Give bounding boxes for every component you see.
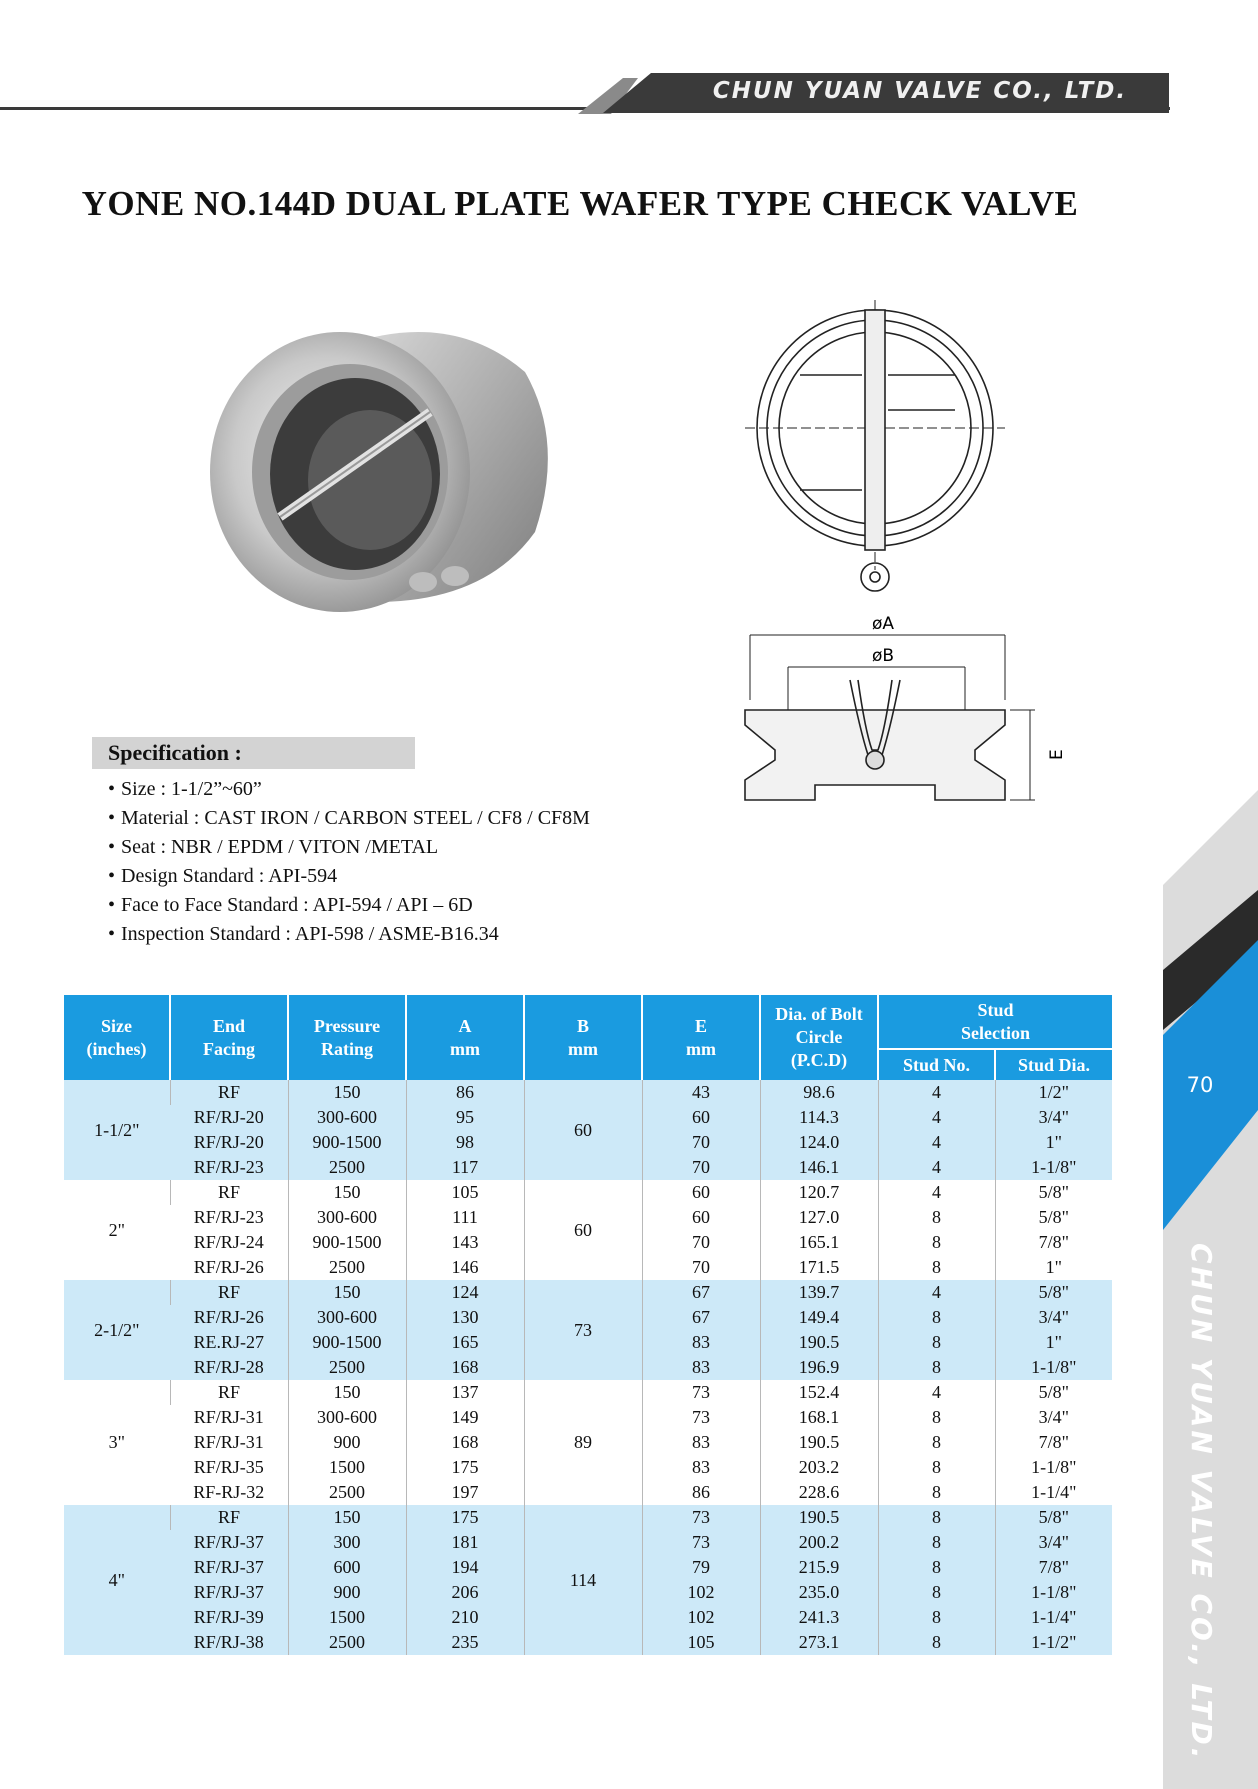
cell-stud-dia: 1" bbox=[995, 1130, 1112, 1155]
cell-stud-dia: 1" bbox=[995, 1255, 1112, 1280]
cell-e: 60 bbox=[642, 1180, 760, 1205]
cell-e: 83 bbox=[642, 1430, 760, 1455]
cell-end-facing: RF/RJ-26 bbox=[170, 1305, 288, 1330]
cell-stud-dia: 3/4" bbox=[995, 1405, 1112, 1430]
cell-pressure: 300 bbox=[288, 1530, 406, 1555]
cell-stud-no: 8 bbox=[878, 1480, 995, 1505]
cell-pcd: 196.9 bbox=[760, 1355, 878, 1380]
cell-pressure: 2500 bbox=[288, 1155, 406, 1180]
cell-stud-dia: 7/8" bbox=[995, 1230, 1112, 1255]
cell-a: 175 bbox=[406, 1505, 524, 1530]
cell-stud-no: 8 bbox=[878, 1355, 995, 1380]
cell-end-facing: RF/RJ-28 bbox=[170, 1355, 288, 1380]
cell-a: 197 bbox=[406, 1480, 524, 1505]
table-header bbox=[64, 995, 1112, 1080]
cell-end-facing: RF/RJ-20 bbox=[170, 1105, 288, 1130]
cell-e: 43 bbox=[642, 1080, 760, 1105]
spec-item: • Seat : NBR / EPDM / VITON /METAL bbox=[108, 833, 590, 862]
cell-pcd: 273.1 bbox=[760, 1630, 878, 1655]
cell-pressure: 900-1500 bbox=[288, 1330, 406, 1355]
table-row bbox=[64, 1380, 1112, 1405]
cell-stud-dia: 1/2" bbox=[995, 1080, 1112, 1105]
cell-end-facing: RF/RJ-20 bbox=[170, 1130, 288, 1155]
cell-pcd: 124.0 bbox=[760, 1130, 878, 1155]
cell-pressure: 900-1500 bbox=[288, 1230, 406, 1255]
cell-pressure: 150 bbox=[288, 1380, 406, 1405]
cell-stud-dia: 5/8" bbox=[995, 1205, 1112, 1230]
size-group bbox=[64, 1180, 1112, 1280]
cell-b: 89 bbox=[524, 1380, 642, 1505]
cell-e: 105 bbox=[642, 1630, 760, 1655]
col-b: B mm bbox=[524, 995, 642, 1080]
col-pcd: Dia. of Bolt Circle (P.C.D) bbox=[760, 995, 878, 1080]
dimension-a-label: øA bbox=[871, 614, 895, 634]
cell-stud-dia: 1-1/2" bbox=[995, 1630, 1112, 1655]
cell-stud-no: 8 bbox=[878, 1555, 995, 1580]
cell-stud-dia: 3/4" bbox=[995, 1530, 1112, 1555]
table-row bbox=[64, 1180, 1112, 1205]
cell-e: 73 bbox=[642, 1505, 760, 1530]
cell-stud-dia: 3/4" bbox=[995, 1305, 1112, 1330]
cell-a: 210 bbox=[406, 1605, 524, 1630]
cell-pressure: 2500 bbox=[288, 1630, 406, 1655]
size-group bbox=[64, 1280, 1112, 1380]
cell-size: 3" bbox=[64, 1380, 170, 1505]
cell-e: 70 bbox=[642, 1255, 760, 1280]
table-row bbox=[64, 1280, 1112, 1305]
cell-a: 98 bbox=[406, 1130, 524, 1155]
cell-a: 146 bbox=[406, 1255, 524, 1280]
cell-stud-dia: 1-1/4" bbox=[995, 1605, 1112, 1630]
page-number: 70 bbox=[1186, 1073, 1214, 1097]
cell-pcd: 203.2 bbox=[760, 1455, 878, 1480]
cell-end-facing: RF/RJ-23 bbox=[170, 1155, 288, 1180]
dimension-b-label: øB bbox=[871, 646, 895, 666]
cell-pcd: 235.0 bbox=[760, 1580, 878, 1605]
spec-item: • Inspection Standard : API-598 / ASME-B16.34 bbox=[108, 920, 590, 949]
cell-a: 124 bbox=[406, 1280, 524, 1305]
cell-end-facing: RF/RJ-31 bbox=[170, 1405, 288, 1430]
cell-pressure: 150 bbox=[288, 1280, 406, 1305]
cell-pressure: 2500 bbox=[288, 1480, 406, 1505]
cell-stud-dia: 3/4" bbox=[995, 1105, 1112, 1130]
cell-stud-no: 4 bbox=[878, 1105, 995, 1130]
cell-stud-dia: 1-1/8" bbox=[995, 1355, 1112, 1380]
cell-a: 117 bbox=[406, 1155, 524, 1180]
cell-pressure: 300-600 bbox=[288, 1405, 406, 1430]
col-a: A mm bbox=[406, 995, 524, 1080]
cell-end-facing: RF/RJ-38 bbox=[170, 1630, 288, 1655]
cell-stud-dia: 1-1/4" bbox=[995, 1480, 1112, 1505]
cell-end-facing: RF/RJ-23 bbox=[170, 1205, 288, 1230]
cell-stud-no: 8 bbox=[878, 1330, 995, 1355]
cell-stud-no: 8 bbox=[878, 1580, 995, 1605]
cell-a: 181 bbox=[406, 1530, 524, 1555]
cell-stud-dia: 5/8" bbox=[995, 1180, 1112, 1205]
cell-stud-no: 8 bbox=[878, 1630, 995, 1655]
cell-a: 175 bbox=[406, 1455, 524, 1480]
dimension-table bbox=[64, 995, 1112, 1655]
cell-e: 60 bbox=[642, 1205, 760, 1230]
cell-b: 114 bbox=[524, 1505, 642, 1655]
cell-pressure: 300-600 bbox=[288, 1105, 406, 1130]
cell-pcd: 98.6 bbox=[760, 1080, 878, 1105]
spec-item: • Design Standard : API-594 bbox=[108, 862, 590, 891]
cell-e: 102 bbox=[642, 1605, 760, 1630]
cell-stud-no: 8 bbox=[878, 1230, 995, 1255]
cell-stud-no: 8 bbox=[878, 1205, 995, 1230]
spec-item: • Size : 1-1/2”~60” bbox=[108, 775, 590, 804]
cell-end-facing: RF/RJ-24 bbox=[170, 1230, 288, 1255]
cell-stud-dia: 7/8" bbox=[995, 1555, 1112, 1580]
cell-pcd: 120.7 bbox=[760, 1180, 878, 1205]
cell-b: 60 bbox=[524, 1180, 642, 1280]
col-e: E mm bbox=[642, 995, 760, 1080]
cell-a: 105 bbox=[406, 1180, 524, 1205]
cell-end-facing: RF bbox=[170, 1280, 288, 1305]
cell-pcd: 152.4 bbox=[760, 1380, 878, 1405]
cell-pcd: 190.5 bbox=[760, 1430, 878, 1455]
spec-item: • Material : CAST IRON / CARBON STEEL / CF8 / CF8M bbox=[108, 804, 590, 833]
cell-pressure: 900 bbox=[288, 1430, 406, 1455]
cell-b: 60 bbox=[524, 1080, 642, 1180]
cell-pcd: 171.5 bbox=[760, 1255, 878, 1280]
cell-a: 143 bbox=[406, 1230, 524, 1255]
cell-size: 4" bbox=[64, 1505, 170, 1655]
cell-end-facing: RE.RJ-27 bbox=[170, 1330, 288, 1355]
cell-stud-no: 4 bbox=[878, 1130, 995, 1155]
cell-stud-no: 4 bbox=[878, 1280, 995, 1305]
cell-pressure: 600 bbox=[288, 1555, 406, 1580]
cell-e: 79 bbox=[642, 1555, 760, 1580]
cell-e: 73 bbox=[642, 1530, 760, 1555]
cell-end-facing: RF/RJ-35 bbox=[170, 1455, 288, 1480]
cell-stud-dia: 5/8" bbox=[995, 1280, 1112, 1305]
cell-stud-no: 4 bbox=[878, 1180, 995, 1205]
cell-e: 83 bbox=[642, 1330, 760, 1355]
cell-pcd: 165.1 bbox=[760, 1230, 878, 1255]
cell-pressure: 900-1500 bbox=[288, 1130, 406, 1155]
cell-pcd: 215.9 bbox=[760, 1555, 878, 1580]
company-name-vertical: CHUN YUAN VALVE CO., LTD. bbox=[1185, 1243, 1218, 1762]
cell-pcd: 200.2 bbox=[760, 1530, 878, 1555]
cell-pcd: 114.3 bbox=[760, 1105, 878, 1130]
col-end-facing: End Facing bbox=[170, 995, 288, 1080]
cell-end-facing: RF bbox=[170, 1180, 288, 1205]
cell-end-facing: RF-RJ-32 bbox=[170, 1480, 288, 1505]
cell-pressure: 900 bbox=[288, 1580, 406, 1605]
cell-e: 83 bbox=[642, 1455, 760, 1480]
cell-pcd: 168.1 bbox=[760, 1405, 878, 1430]
cell-e: 86 bbox=[642, 1480, 760, 1505]
cell-end-facing: RF/RJ-31 bbox=[170, 1430, 288, 1455]
cell-stud-no: 8 bbox=[878, 1430, 995, 1455]
cell-pressure: 2500 bbox=[288, 1355, 406, 1380]
cell-pcd: 146.1 bbox=[760, 1155, 878, 1180]
cell-a: 168 bbox=[406, 1355, 524, 1380]
cell-a: 165 bbox=[406, 1330, 524, 1355]
cell-size: 2-1/2" bbox=[64, 1280, 170, 1380]
cell-a: 95 bbox=[406, 1105, 524, 1130]
cell-stud-no: 8 bbox=[878, 1255, 995, 1280]
col-stud-selection: Stud Selection bbox=[878, 995, 1112, 1049]
cell-end-facing: RF/RJ-37 bbox=[170, 1555, 288, 1580]
cell-end-facing: RF bbox=[170, 1080, 288, 1105]
cell-e: 73 bbox=[642, 1405, 760, 1430]
cell-a: 111 bbox=[406, 1205, 524, 1230]
cell-e: 67 bbox=[642, 1280, 760, 1305]
table-row bbox=[64, 1505, 1112, 1530]
header-bar bbox=[0, 0, 1258, 120]
cell-stud-no: 4 bbox=[878, 1080, 995, 1105]
cell-pcd: 139.7 bbox=[760, 1280, 878, 1305]
cell-pcd: 241.3 bbox=[760, 1605, 878, 1630]
spec-list bbox=[108, 775, 590, 949]
cell-a: 130 bbox=[406, 1305, 524, 1330]
cell-b: 73 bbox=[524, 1280, 642, 1380]
cell-stud-no: 8 bbox=[878, 1530, 995, 1555]
cell-stud-dia: 1-1/8" bbox=[995, 1455, 1112, 1480]
cell-pressure: 150 bbox=[288, 1505, 406, 1530]
cell-stud-dia: 1-1/8" bbox=[995, 1155, 1112, 1180]
cell-a: 206 bbox=[406, 1580, 524, 1605]
cell-a: 168 bbox=[406, 1430, 524, 1455]
cell-stud-dia: 5/8" bbox=[995, 1380, 1112, 1405]
cell-e: 70 bbox=[642, 1155, 760, 1180]
cell-a: 86 bbox=[406, 1080, 524, 1105]
cell-stud-no: 8 bbox=[878, 1305, 995, 1330]
cell-a: 137 bbox=[406, 1380, 524, 1405]
cell-stud-dia: 7/8" bbox=[995, 1430, 1112, 1455]
cell-pressure: 150 bbox=[288, 1080, 406, 1105]
col-size: Size (inches) bbox=[64, 995, 170, 1080]
cell-e: 70 bbox=[642, 1230, 760, 1255]
cell-e: 70 bbox=[642, 1130, 760, 1155]
cell-size: 1-1/2" bbox=[64, 1080, 170, 1180]
table-row bbox=[64, 1080, 1112, 1105]
cell-stud-dia: 1-1/8" bbox=[995, 1580, 1112, 1605]
cell-size: 2" bbox=[64, 1180, 170, 1280]
technical-drawing bbox=[740, 280, 1090, 850]
cell-end-facing: RF/RJ-37 bbox=[170, 1580, 288, 1605]
cell-pressure: 300-600 bbox=[288, 1305, 406, 1330]
cell-e: 67 bbox=[642, 1305, 760, 1330]
cell-end-facing: RF bbox=[170, 1505, 288, 1530]
cell-stud-no: 8 bbox=[878, 1455, 995, 1480]
cell-pressure: 150 bbox=[288, 1180, 406, 1205]
company-name-header: CHUN YUAN VALVE CO., LTD. bbox=[712, 78, 1128, 104]
cell-stud-no: 8 bbox=[878, 1605, 995, 1630]
cell-stud-no: 4 bbox=[878, 1155, 995, 1180]
cell-stud-no: 4 bbox=[878, 1380, 995, 1405]
cell-e: 73 bbox=[642, 1380, 760, 1405]
cell-e: 60 bbox=[642, 1105, 760, 1130]
cell-stud-dia: 5/8" bbox=[995, 1505, 1112, 1530]
size-group bbox=[64, 1380, 1112, 1505]
cell-e: 83 bbox=[642, 1355, 760, 1380]
cell-stud-dia: 1" bbox=[995, 1330, 1112, 1355]
size-group bbox=[64, 1080, 1112, 1180]
cell-pcd: 190.5 bbox=[760, 1505, 878, 1530]
cell-end-facing: RF bbox=[170, 1380, 288, 1405]
cell-pressure: 300-600 bbox=[288, 1205, 406, 1230]
cell-end-facing: RF/RJ-37 bbox=[170, 1530, 288, 1555]
cell-pcd: 228.6 bbox=[760, 1480, 878, 1505]
cell-e: 102 bbox=[642, 1580, 760, 1605]
col-stud-no: Stud No. bbox=[878, 1049, 995, 1080]
valve-photo bbox=[205, 302, 575, 622]
col-stud-dia: Stud Dia. bbox=[995, 1049, 1112, 1080]
cell-end-facing: RF/RJ-39 bbox=[170, 1605, 288, 1630]
cell-pcd: 149.4 bbox=[760, 1305, 878, 1330]
col-pressure: Pressure Rating bbox=[288, 995, 406, 1080]
cell-pressure: 1500 bbox=[288, 1455, 406, 1480]
size-group bbox=[64, 1505, 1112, 1655]
cell-pressure: 2500 bbox=[288, 1255, 406, 1280]
cell-stud-no: 8 bbox=[878, 1405, 995, 1430]
spec-heading: Specification : bbox=[108, 740, 242, 765]
cell-a: 194 bbox=[406, 1555, 524, 1580]
cell-stud-no: 8 bbox=[878, 1505, 995, 1530]
spec-item: • Face to Face Standard : API-594 / API – 6D bbox=[108, 891, 590, 920]
cell-a: 149 bbox=[406, 1405, 524, 1430]
dimension-e-label: E bbox=[1047, 749, 1067, 760]
cell-a: 235 bbox=[406, 1630, 524, 1655]
cell-pcd: 127.0 bbox=[760, 1205, 878, 1230]
cell-pressure: 1500 bbox=[288, 1605, 406, 1630]
cell-pcd: 190.5 bbox=[760, 1330, 878, 1355]
page-title: YONE NO.144D DUAL PLATE WAFER TYPE CHECK VALVE bbox=[81, 184, 1079, 223]
cell-end-facing: RF/RJ-26 bbox=[170, 1255, 288, 1280]
